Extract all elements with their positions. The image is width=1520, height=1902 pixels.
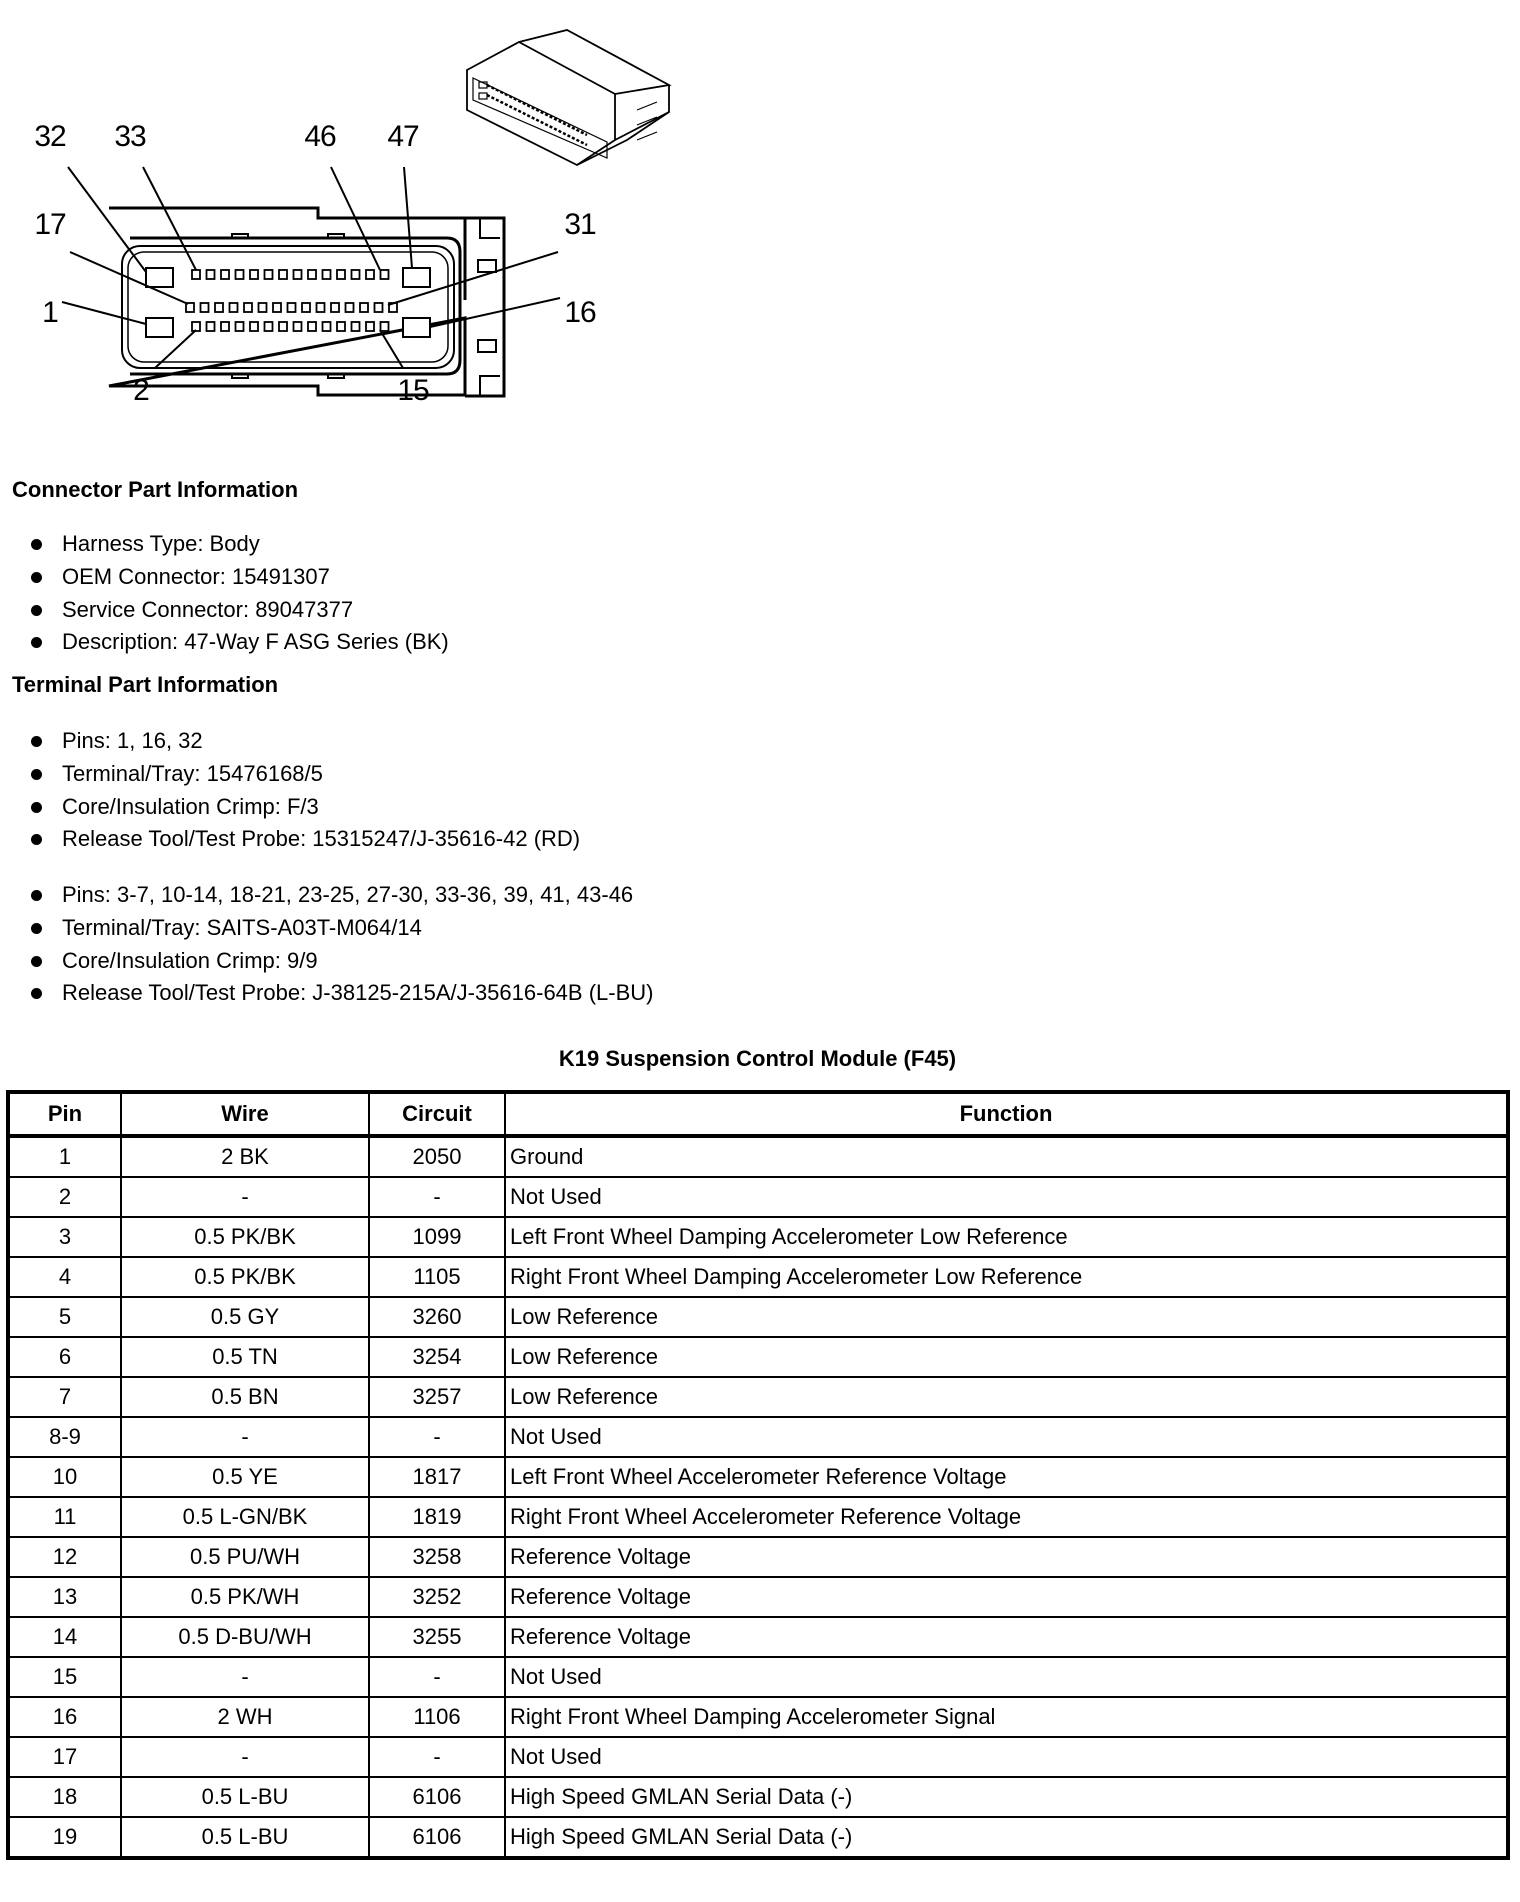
cell-wire: 2 WH: [121, 1697, 369, 1737]
connector-part-info-heading: Connector Part Information: [12, 477, 299, 502]
bullet-icon: [31, 637, 42, 648]
table-row: [8, 1457, 1508, 1497]
table-row: [8, 1136, 1508, 1177]
list-item: [0, 561, 449, 594]
cell-circuit: 1106: [369, 1697, 505, 1737]
bullet-icon: [31, 834, 42, 845]
cell-circuit: 1819: [369, 1497, 505, 1537]
pin-number-label: 2: [133, 374, 149, 407]
header-wire: Wire: [121, 1092, 369, 1136]
bullet-icon: [31, 802, 42, 813]
cell-circuit: 3258: [369, 1537, 505, 1577]
list-item: [0, 528, 449, 561]
list-item: [0, 823, 580, 856]
table-row: [8, 1417, 1508, 1457]
cell-pin: 3: [8, 1217, 121, 1257]
terminal-pins: Pins: 1, 16, 32: [62, 728, 203, 753]
release-tool: Release Tool/Test Probe: J-38125-215A/J-35616-64B (L-BU): [62, 980, 654, 1006]
bullet-icon: [31, 988, 42, 999]
bullet-icon: [31, 736, 42, 747]
cell-function: Ground: [505, 1136, 1508, 1177]
cell-pin: 7: [8, 1377, 121, 1417]
harness-type: Harness Type: Body: [62, 531, 260, 556]
cell-function: Not Used: [505, 1177, 1508, 1217]
table-header-row: [8, 1092, 1508, 1136]
cell-wire: 0.5 L-GN/BK: [121, 1497, 369, 1537]
cell-function: Low Reference: [505, 1377, 1508, 1417]
cell-function: Right Front Wheel Damping Accelerometer Low Reference: [505, 1257, 1508, 1297]
cell-function: Reference Voltage: [505, 1537, 1508, 1577]
bullet-icon: [31, 890, 42, 901]
cell-pin: 6: [8, 1337, 121, 1377]
pin-number-label: 15: [397, 374, 429, 407]
pin-number-label: 32: [34, 120, 66, 153]
oem-connector: OEM Connector: 15491307: [62, 563, 330, 589]
terminal-group-1: [0, 725, 580, 856]
cell-function: Right Front Wheel Accelerometer Reference Voltage: [505, 1497, 1508, 1537]
cell-circuit: 1817: [369, 1457, 505, 1497]
cell-function: Low Reference: [505, 1337, 1508, 1377]
list-item: [0, 945, 653, 978]
cell-wire: -: [121, 1657, 369, 1697]
cell-circuit: -: [369, 1177, 505, 1217]
cell-pin: 18: [8, 1777, 121, 1817]
cell-circuit: 3255: [369, 1617, 505, 1657]
cell-pin: 19: [8, 1817, 121, 1858]
cell-wire: 0.5 GY: [121, 1297, 369, 1337]
cell-function: Not Used: [505, 1737, 1508, 1777]
table-row: [8, 1697, 1508, 1737]
cell-circuit: 1105: [369, 1257, 505, 1297]
list-item: [0, 791, 580, 824]
cell-function: Left Front Wheel Accelerometer Reference Voltage: [505, 1457, 1508, 1497]
list-item: [0, 758, 580, 791]
cell-function: Reference Voltage: [505, 1617, 1508, 1657]
list-item: [0, 594, 449, 627]
cell-pin: 10: [8, 1457, 121, 1497]
cell-wire: 0.5 L-BU: [121, 1777, 369, 1817]
cell-wire: 0.5 PK/BK: [121, 1257, 369, 1297]
connector-part-info-list: [0, 528, 449, 659]
cell-wire: -: [121, 1417, 369, 1457]
cell-circuit: 3260: [369, 1297, 505, 1337]
cell-wire: 0.5 TN: [121, 1337, 369, 1377]
table-row: [8, 1817, 1508, 1858]
cell-wire: 0.5 PU/WH: [121, 1537, 369, 1577]
table-body: [8, 1136, 1508, 1858]
cell-wire: -: [121, 1737, 369, 1777]
cell-pin: 13: [8, 1577, 121, 1617]
cell-wire: 0.5 BN: [121, 1377, 369, 1417]
release-tool: Release Tool/Test Probe: 15315247/J-35616-42 (RD): [62, 826, 581, 852]
cell-function: Right Front Wheel Damping Accelerometer Signal: [505, 1697, 1508, 1737]
table-row: [8, 1337, 1508, 1377]
header-function: Function: [505, 1092, 1508, 1136]
header-circuit: Circuit: [369, 1092, 505, 1136]
bullet-icon: [31, 539, 42, 550]
cell-pin: 2: [8, 1177, 121, 1217]
cell-pin: 16: [8, 1697, 121, 1737]
cell-function: Reference Voltage: [505, 1577, 1508, 1617]
cell-wire: 0.5 D-BU/WH: [121, 1617, 369, 1657]
cell-function: Not Used: [505, 1417, 1508, 1457]
cell-pin: 8-9: [8, 1417, 121, 1457]
cell-circuit: -: [369, 1737, 505, 1777]
cell-wire: 2 BK: [121, 1136, 369, 1177]
connector-face-drawing: [0, 0, 720, 440]
cell-function: Left Front Wheel Damping Accelerometer Low Reference: [505, 1217, 1508, 1257]
pinout-table: [6, 1090, 1510, 1860]
terminal-tray: Terminal/Tray: 15476168/5: [62, 760, 323, 786]
cell-circuit: 1099: [369, 1217, 505, 1257]
cell-function: High Speed GMLAN Serial Data (-): [505, 1817, 1508, 1858]
list-item: [0, 725, 580, 758]
cell-pin: 17: [8, 1737, 121, 1777]
list-item: [0, 912, 653, 945]
cell-circuit: 3252: [369, 1577, 505, 1617]
table-row: [8, 1257, 1508, 1297]
cell-wire: 0.5 PK/BK: [121, 1217, 369, 1257]
table-row: [8, 1777, 1508, 1817]
cell-circuit: 3257: [369, 1377, 505, 1417]
table-row: [8, 1537, 1508, 1577]
service-connector: Service Connector: 89047377: [62, 596, 354, 622]
bullet-icon: [31, 956, 42, 967]
cell-circuit: 6106: [369, 1777, 505, 1817]
pin-number-label: 16: [564, 296, 596, 329]
cell-function: Not Used: [505, 1657, 1508, 1697]
header-pin: Pin: [8, 1092, 121, 1136]
cell-pin: 11: [8, 1497, 121, 1537]
pin-number-label: 31: [564, 208, 596, 241]
cell-function: High Speed GMLAN Serial Data (-): [505, 1777, 1508, 1817]
cell-pin: 15: [8, 1657, 121, 1697]
table-row: [8, 1577, 1508, 1617]
table-row: [8, 1297, 1508, 1337]
pin-number-label: 33: [114, 120, 146, 153]
terminal-pins: Pins: 3-7, 10-14, 18-21, 23-25, 27-30, 33-36, 39, 41, 43-46: [62, 882, 634, 907]
table-row: [8, 1737, 1508, 1777]
table-row: [8, 1657, 1508, 1697]
crimp: Core/Insulation Crimp: F/3: [62, 793, 319, 819]
bullet-icon: [31, 605, 42, 616]
cell-pin: 14: [8, 1617, 121, 1657]
cell-function: Low Reference: [505, 1297, 1508, 1337]
cell-wire: 0.5 YE: [121, 1457, 369, 1497]
list-item: [0, 626, 449, 659]
cell-circuit: 2050: [369, 1136, 505, 1177]
connector-description: Description: 47-Way F ASG Series (BK): [62, 629, 449, 655]
table-title: K19 Suspension Control Module (F45): [558, 1046, 957, 1071]
table-row: [8, 1177, 1508, 1217]
cell-wire: 0.5 PK/WH: [121, 1577, 369, 1617]
pin-number-label: 47: [387, 120, 419, 153]
cell-pin: 4: [8, 1257, 121, 1297]
pin-number-label: 46: [304, 120, 336, 153]
bullet-icon: [31, 923, 42, 934]
cell-pin: 1: [8, 1136, 121, 1177]
list-item: [0, 977, 653, 1010]
table-row: [8, 1217, 1508, 1257]
cell-wire: -: [121, 1177, 369, 1217]
terminal-tray: Terminal/Tray: SAITS-A03T-M064/14: [62, 914, 422, 940]
bullet-icon: [31, 572, 42, 583]
cell-circuit: -: [369, 1417, 505, 1457]
pin-number-label: 17: [34, 208, 66, 241]
cell-pin: 12: [8, 1537, 121, 1577]
cell-pin: 5: [8, 1297, 121, 1337]
cell-circuit: 6106: [369, 1817, 505, 1858]
connector-diagram: [0, 0, 720, 440]
table-row: [8, 1497, 1508, 1537]
crimp: Core/Insulation Crimp: 9/9: [62, 947, 318, 973]
terminal-part-info-heading: Terminal Part Information: [12, 672, 279, 697]
list-item: [0, 879, 653, 912]
table-row: [8, 1377, 1508, 1417]
pin-number-label: 1: [42, 296, 58, 329]
table-row: [8, 1617, 1508, 1657]
cell-circuit: 3254: [369, 1337, 505, 1377]
bullet-icon: [31, 769, 42, 780]
cell-wire: 0.5 L-BU: [121, 1817, 369, 1858]
terminal-group-2: [0, 879, 653, 1010]
cell-circuit: -: [369, 1657, 505, 1697]
